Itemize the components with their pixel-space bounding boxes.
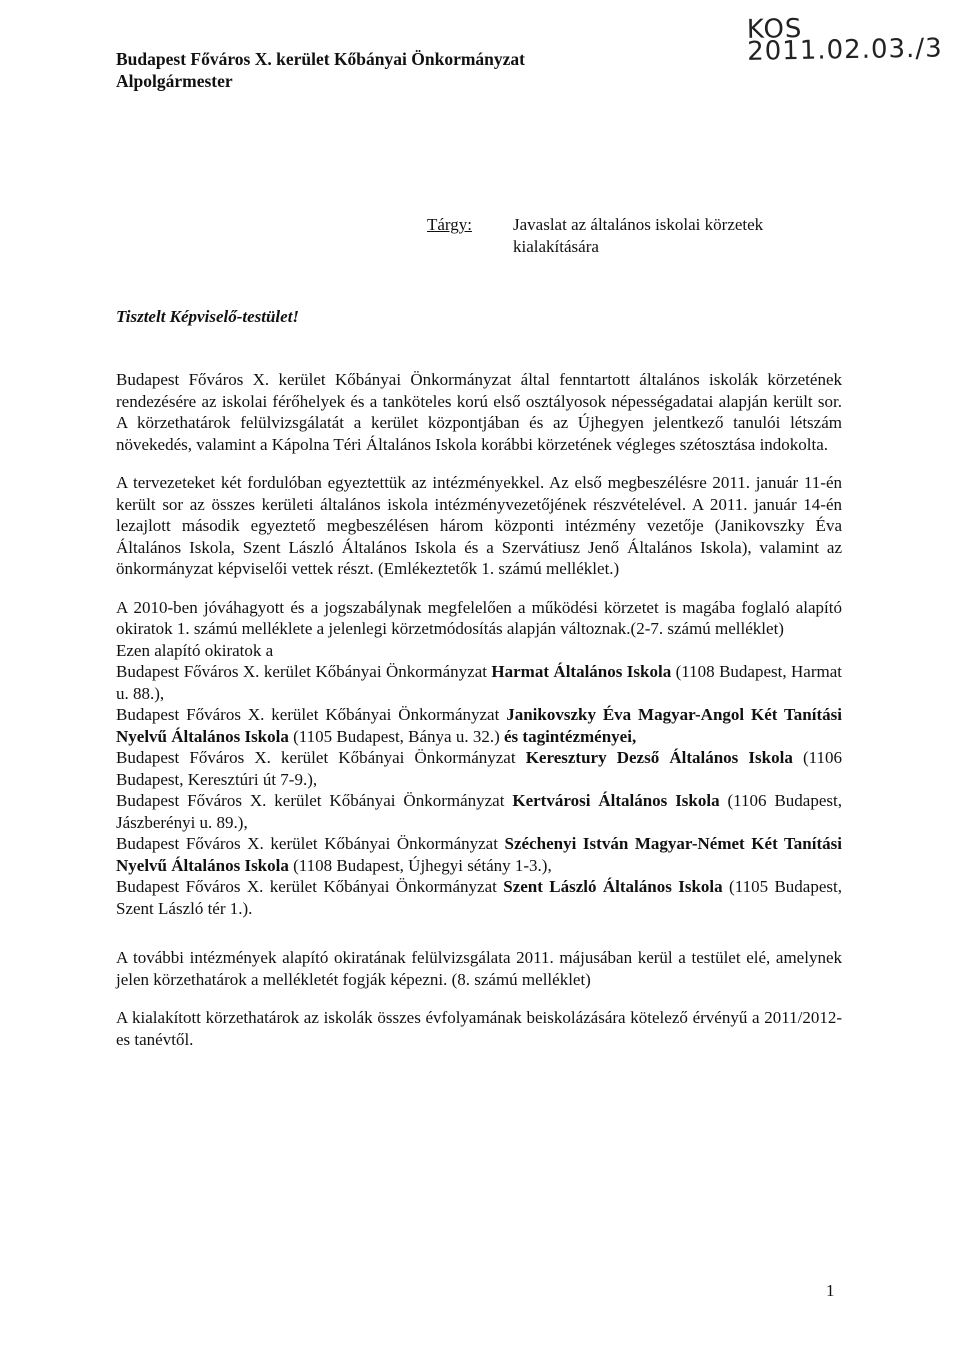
school-entry: Budapest Főváros X. kerület Kőbányai Önkormányzat Széchenyi István Magyar-Német Két Tanítási Nyelvű Általános Iskola (1108 Budapest, Újhegyi sétány 1-3.), [116,834,842,875]
letterhead [116,48,525,92]
school-entry: Budapest Főváros X. kerület Kőbányai Önkormányzat Kertvárosi Általános Iskola (1106 Budapest, Jászberényi u. 89.), [116,791,842,832]
page-number: 1 [826,1281,835,1300]
salutation: Tisztelt Képviselő-testület! [116,307,300,326]
paragraph-2: A tervezeteket két fordulóban egyeztettük az intézményekkel. Az első megbeszélésre 2011. január 11-én került sor az összes kerületi általános iskola intézményvezetőjének részvételével. A 2011. január 14-én lezajlott második egyeztető megbeszélésen három központi intézmény vezetője (Janikovszky Éva Általános Iskola, Szent László Általános Iskola és a Szervátiusz Jenő Általános Iskola), valamint az önkormányzat képviselői vettek részt. (Emlékeztetők 1. számú melléklet.) [116,473,842,578]
paragraph-4: A további intézmények alapító okiratának felülvizsgálata 2011. májusában kerül a testület elé, amelynek jelen körzethatárok a mellékletét fogják képezni. (8. számú melléklet) [116,948,842,989]
letter-body [116,369,842,1067]
paragraph-3: A 2010-ben jóváhagyott és a jogszabálynak megfelelően a működési körzetet is magába foglaló alapító okiratok 1. számú melléklete a jelenlegi körzetmódosítás alapján változnak.(2-7. számú melléklet) [116,597,842,638]
letterhead-organization: Budapest Főváros X. kerület Kőbányai Önkormányzat [116,49,526,69]
school-entry: Budapest Főváros X. kerület Kőbányai Önkormányzat Janikovszky Éva Magyar-Angol Két Tanítási Nyelvű Általános Iskola (1105 Budapest, Bánya u. 32.) és tagintézményei, [116,705,842,746]
paragraph-5: A kialakított körzethatárok az iskolák összes évfolyamának beiskolázására kötelező érvényű a 2011/2012-es tanévtől. [116,1008,842,1049]
school-name: Janikovszky Éva Magyar-Angol Két Tanítási Nyelvű Általános Iskola [116,705,842,746]
school-name: Széchenyi István Magyar-Német Két Tanítási Nyelvű Általános Iskola [116,834,842,875]
subject-label: Tárgy: [427,215,473,234]
subject-text: Javaslat az általános iskolai körzetek kialakítására [513,215,764,256]
handwritten-note: KOS 2011.02.03./3 [746,13,943,67]
school-name: Keresztury Dezső Általános Iskola [525,748,793,767]
school-entry: Budapest Főváros X. kerület Kőbányai Önkormányzat Harmat Általános Iskola (1108 Budapest, Harmat u. 88.), [116,662,842,703]
school-entry: Budapest Főváros X. kerület Kőbányai Önkormányzat Szent László Általános Iskola (1105 Budapest, Szent László tér 1.). [116,877,842,918]
school-entry: Budapest Főváros X. kerület Kőbányai Önkormányzat Keresztury Dezső Általános Iskola (1106 Budapest, Keresztúri út 7-9.), [116,748,842,789]
letterhead-title: Alpolgármester [116,71,233,91]
school-name: Kertvárosi Általános Iskola [512,791,720,810]
paragraph-3-intro: Ezen alapító okiratok a [116,640,274,660]
school-name: Harmat Általános Iskola [491,662,672,681]
school-name: Szent László Általános Iskola [503,877,723,896]
paragraph-1: Budapest Főváros X. kerület Kőbányai Önkormányzat által fenntartott általános iskolák körzetének rendezésére az iskolai férőhelyek és a tanköteles korú első osztályosok népességadatai alapján került sor. A körzethatárok felülvizsgálatát a kerület központjában és az Újhegyen jelentkező tanulói létszám növekedés, valamint a Kápolna Téri Általános Iskola korábbi körzetének végleges szétosztása indokolta. [116,370,842,454]
